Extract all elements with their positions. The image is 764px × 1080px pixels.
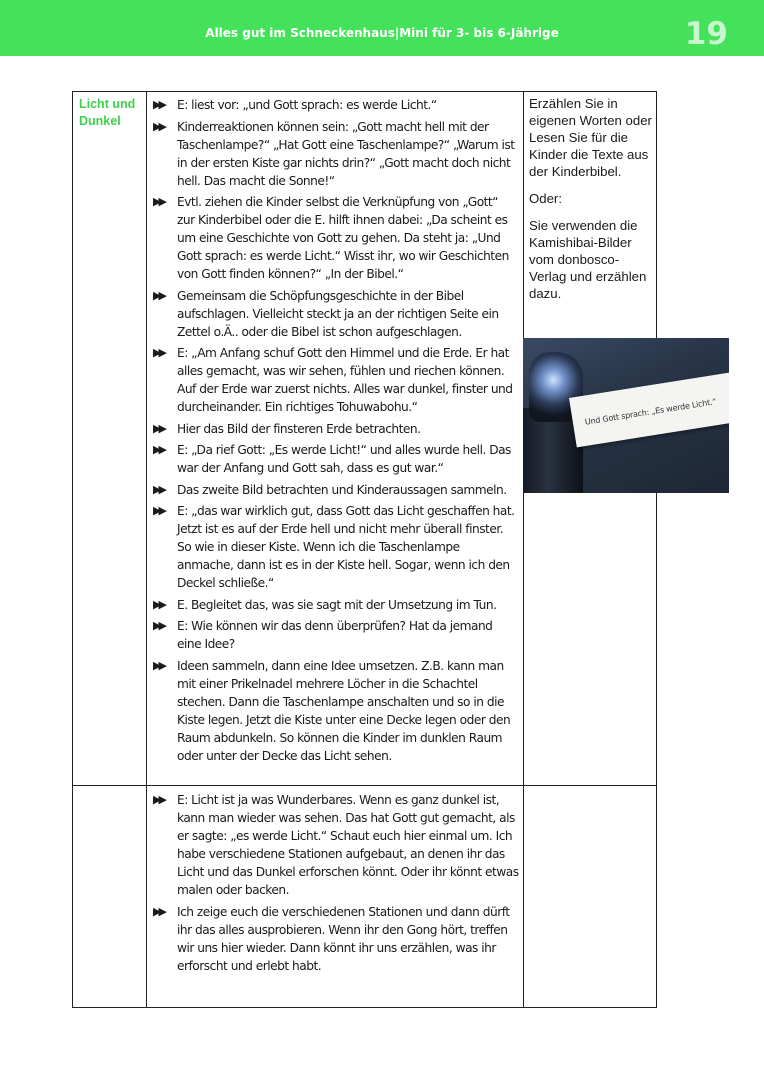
list-item — [153, 617, 519, 653]
double-arrow-icon: ▶▶ — [153, 904, 164, 918]
step-text: Ideen sammeln, dann eine Idee umsetzen. Z.B. kann man mit einer Prikelnadel mehrere Löcher in die Schachtel stechen. Dann die Taschenlampe anschalten und so in die Kiste legen. Jetzt die Kiste unter eine Decke legen oder den Raum abdunkeln. So können die Kinder im dunklen Raum oder unter der Decke das Licht sehen. — [177, 658, 511, 763]
topic-label — [73, 786, 146, 790]
list-item — [153, 481, 519, 499]
double-arrow-icon: ▶▶ — [153, 504, 164, 517]
step-text: E: „das war wirklich gut, dass Gott das Licht geschaffen hat. Jetzt ist es auf der Erde hell und nicht mehr überall finster. So wie in dieser Kiste. Wenn ich die Taschenlampe anmache, dann ist es in der Kiste hell. Sogar, wenn ich den Deckel schließe.“ — [177, 504, 515, 590]
list-item — [153, 502, 519, 592]
step-text: Ich zeige euch die verschiedenen Stationen und dann dürft ihr das alles ausprobieren. Wenn ihr den Gong hört, treffen wir uns hier wieder. Dann könnt ihr uns erzählen, was ihr erforscht und erlebt habt. — [177, 904, 510, 973]
page-header — [0, 0, 764, 56]
double-arrow-icon: ▶▶ — [153, 119, 164, 133]
list-item — [153, 96, 519, 114]
step-text: Gemeinsam die Schöpfungsgeschichte in der Bibel aufschlagen. Vielleicht steckt ja an der richtigen Seite ein Zettel o.Ä.. oder die Bibel ist schon aufgeschlagen. — [177, 288, 499, 339]
steps-list — [147, 92, 523, 765]
double-arrow-icon: ▶▶ — [153, 658, 164, 672]
list-item — [153, 193, 519, 283]
double-arrow-icon: ▶▶ — [153, 597, 164, 611]
header-title: Alles gut im Schneckenhaus|Mini für 3- bis 6-Jährige — [205, 26, 559, 40]
topic-cell — [73, 786, 147, 1008]
double-arrow-icon: ▶▶ — [153, 98, 164, 111]
list-item — [153, 903, 519, 975]
step-text: E: Licht ist ja was Wunderbares. Wenn es ganz dunkel ist, kann man wieder was sehen. Das hat Gott gut gemacht, als er sagte: „es werde Licht.“ Schaut euch hier einmal um. Ich habe verschiedene Stationen aufgebaut, an denen ihr das Licht und das Dunkel erforschen könnt. Oder ihr könnt etwas malen oder backen. — [177, 793, 519, 897]
step-text: Kinderreaktionen können sein: „Gott macht hell mit der Taschenlampe?“ „Hat Gott eine Taschenlampe?“ „Warum ist in der ersten Kiste gar nichts drin?“ „Gott macht doch nicht hell. Das macht die Sonne!“ — [177, 119, 515, 188]
step-text: Evtl. ziehen die Kinder selbst die Verknüpfung von „Gott“ zur Kinderbibel oder die E. hilft ihnen dabei: „Da scheint es um eine Geschichte von Gott zu gehen. Da steht ja: „Und Gott sprach: es werde Licht.“ Wisst ihr, wo wir Geschichten von Gott finden können?“ „In der Bibel.“ — [177, 195, 509, 281]
double-arrow-icon: ▶▶ — [153, 346, 164, 359]
steps-list — [147, 786, 523, 975]
paper-note-text: Und Gott sprach: „Es werde Licht.“ — [584, 397, 717, 427]
list-item — [153, 420, 519, 438]
page-number: 19 — [684, 16, 728, 52]
double-arrow-icon: ▶▶ — [153, 482, 164, 496]
note-text: Oder: — [529, 191, 562, 206]
list-item — [153, 344, 519, 416]
double-arrow-icon: ▶▶ — [153, 195, 164, 208]
step-text: E: Wie können wir das denn überprüfen? Hat da jemand eine Idee? — [177, 619, 493, 651]
list-item — [153, 791, 519, 899]
double-arrow-icon: ▶▶ — [153, 443, 164, 456]
list-item — [153, 441, 519, 477]
steps-cell — [147, 92, 524, 786]
steps-cell — [147, 786, 524, 1008]
table-row — [73, 786, 657, 1008]
list-item — [153, 287, 519, 341]
topic-label: Licht und Dunkel — [79, 97, 136, 128]
step-text: E. Begleitet das, was sie sagt mit der Umsetzung im Tun. — [177, 597, 497, 612]
step-text: E: „Am Anfang schuf Gott den Himmel und die Erde. Er hat alles gemacht, was wir sehen, fühlen und riechen können. Auf der Erde war zuerst nichts. Alles war dunkel, finster und durcheinander. Ein richtiges Tohuwabohu.“ — [177, 346, 513, 414]
table-row — [73, 92, 657, 786]
lesson-table — [72, 91, 717, 1008]
step-text: Hier das Bild der finsteren Erde betrachten. — [177, 421, 421, 436]
list-item — [153, 657, 519, 765]
flashlight-photo — [523, 338, 729, 493]
double-arrow-icon: ▶▶ — [153, 793, 164, 806]
note-text: Sie verwenden die Kamishibai-Bilder vom donbosco-Verlag und erzählen dazu. — [529, 218, 647, 301]
step-text: Das zweite Bild betrachten und Kinderaussagen sammeln. — [177, 482, 507, 497]
list-item — [153, 596, 519, 614]
list-item — [153, 118, 519, 190]
note-text: Erzählen Sie in eigenen Worten oder Lesen Sie für die Kinder die Texte aus der Kinderbibel. — [529, 96, 652, 179]
notes-cell — [524, 786, 657, 1008]
double-arrow-icon: ▶▶ — [153, 421, 164, 435]
paper-note — [569, 369, 729, 447]
step-text: E: „Da rief Gott: „Es werde Licht!“ und alles wurde hell. Das war der Anfang und Gott sah, dass es gut war.“ — [177, 443, 511, 475]
step-text: E: liest vor: „und Gott sprach: es werde Licht.“ — [177, 98, 437, 112]
notes-cell — [524, 92, 717, 786]
double-arrow-icon: ▶▶ — [153, 619, 164, 632]
double-arrow-icon: ▶▶ — [153, 288, 164, 302]
topic-cell — [73, 92, 147, 786]
